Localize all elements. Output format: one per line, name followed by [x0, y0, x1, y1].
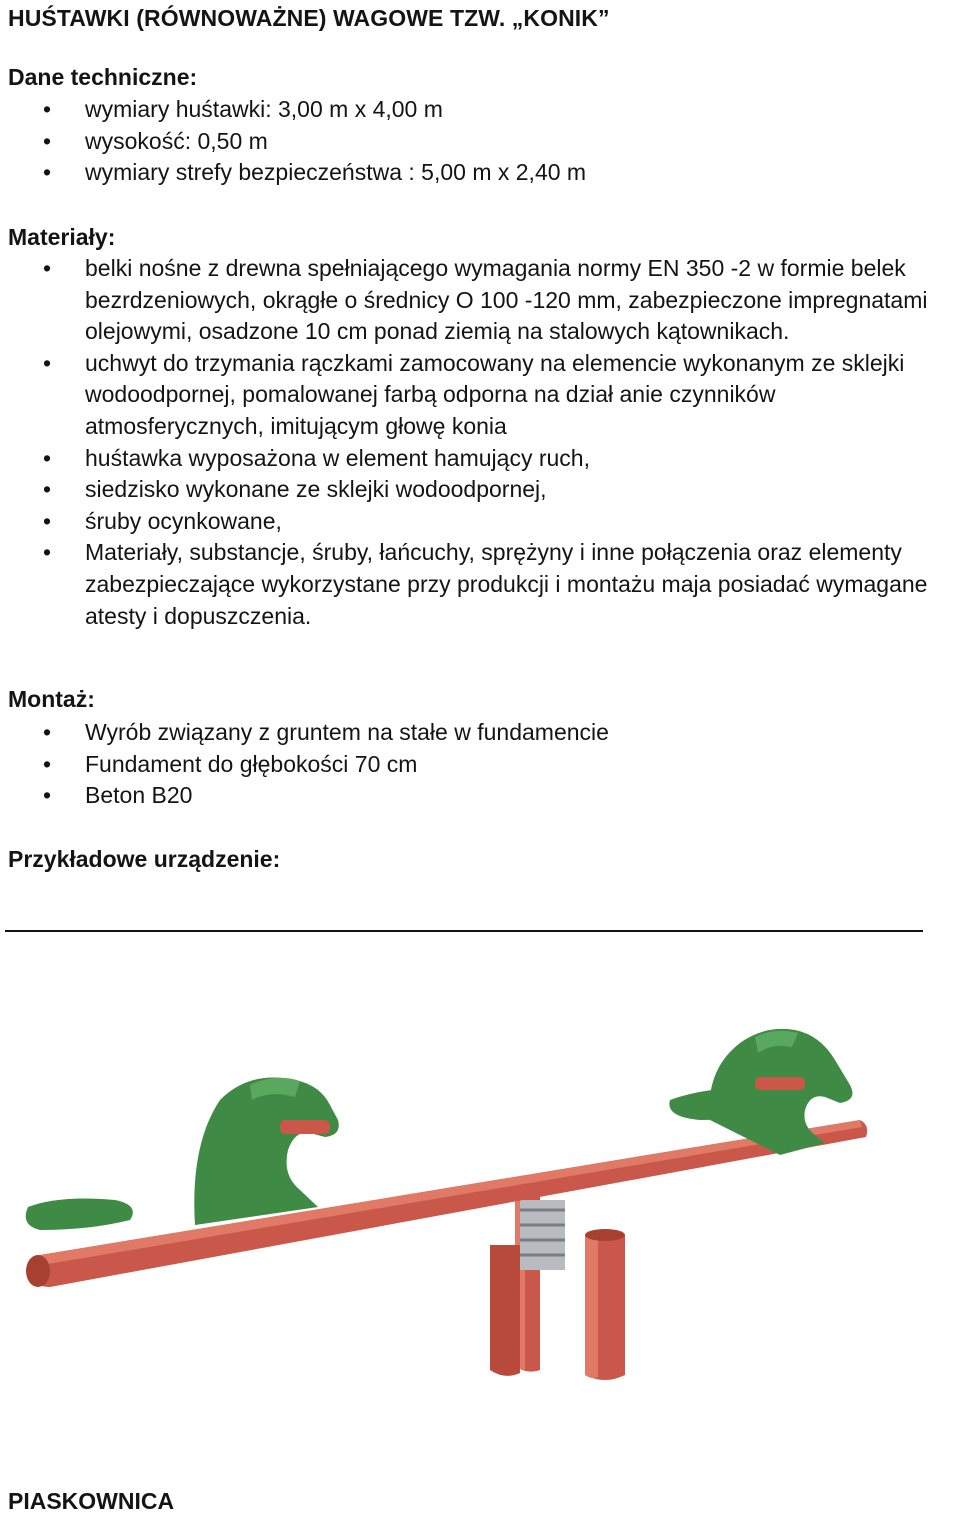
materials-heading: Materiały:: [8, 224, 116, 250]
list-item: • wysokość: 0,50 m: [0, 126, 945, 158]
list-item: • Fundament do głębokości 70 cm: [0, 749, 945, 781]
list-item: • siedzisko wykonane ze sklejki wodoodpornej,: [0, 474, 945, 506]
assembly-heading: Montaż:: [8, 686, 95, 712]
technical-heading: Dane techniczne:: [8, 64, 198, 90]
seesaw-beam: [26, 1120, 867, 1287]
list-item: • śruby ocynkowane,: [0, 506, 945, 538]
list-item: • belki nośne z drewna spełniającego wymagania normy EN 350 -2 w formie belek bezrdzeniowych, okrągłe o średnicy O 100 -120 mm, zabezpieczone impregnatami olejowymi, osadzone 10 cm ponad ziemią na stalowych kątownikach.: [0, 253, 945, 348]
spring-element: [520, 1200, 565, 1270]
list-item: • Beton B20: [0, 780, 945, 812]
materials-list: [0, 253, 945, 632]
divider-line: [5, 930, 923, 932]
left-horse-head-icon: [194, 1078, 338, 1226]
list-item: • Wyrób związany z gruntem na stałe w fundamencie: [0, 717, 945, 749]
left-seat: [26, 1199, 133, 1230]
list-item: • huśtawka wyposażona w element hamujący ruch,: [0, 443, 945, 475]
list-item: • uchwyt do trzymania rączkami zamocowany na elemencie wykonanym ze sklejki wodoodpornej, pomalowanej farbą odporna na dział anie czynników atmosferycznych, imitującym głowę konia: [0, 348, 945, 443]
example-heading: Przykładowe urządzenie:: [8, 846, 281, 872]
technical-list: [0, 94, 945, 189]
list-item: • wymiary huśtawki: 3,00 m x 4,00 m: [0, 94, 945, 126]
assembly-list: [0, 717, 945, 812]
horse-seesaw-illustration: [20, 1025, 955, 1405]
next-section-title: PIASKOWNICA: [8, 1488, 175, 1514]
page-title: HUŚTAWKI (RÓWNOWAŻNE) WAGOWE TZW. „KONIK”: [8, 5, 610, 31]
list-item: • Materiały, substancje, śruby, łańcuchy, sprężyny i inne połączenia oraz elementy zabezpieczające wykorzystane przy produkcji i montażu maja posiadać wymagane atesty i dopuszczenia.: [0, 537, 945, 632]
list-item: • wymiary strefy bezpieczeństwa : 5,00 m x 2,40 m: [0, 157, 945, 189]
